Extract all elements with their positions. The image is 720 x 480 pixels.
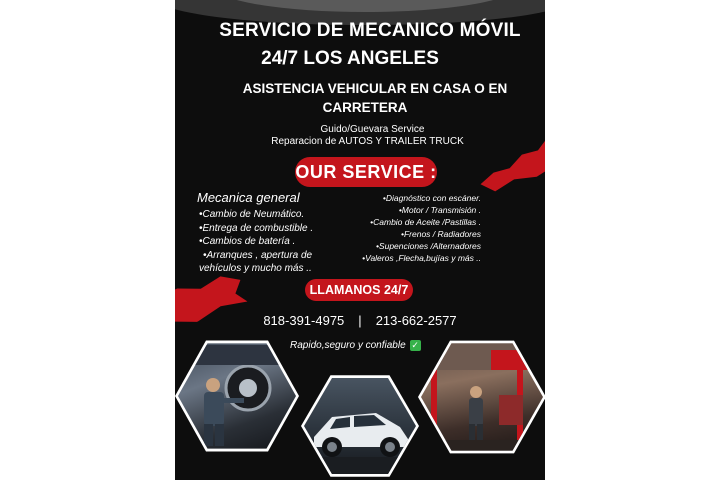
photo-hex-suv: [301, 372, 419, 480]
subtitle-line-1: ASISTENCIA VEHICULAR EN CASA O EN: [242, 81, 508, 96]
phone-number-2[interactable]: 213-662-2577: [375, 313, 457, 328]
garage-mechanic-photo: [421, 340, 543, 454]
mechanic-general-title: Mecanica general: [197, 190, 300, 205]
our-service-badge: OUR SERVICE :: [295, 157, 437, 187]
phone-separator: |: [358, 313, 362, 328]
check-mark-icon: ✓: [411, 340, 419, 350]
list-item: •Cambios de batería .: [199, 236, 296, 247]
list-item: •Cambio de Aceite /Pastillas .: [370, 217, 481, 227]
subtitle-line-2: CARRETERA: [322, 100, 408, 115]
company-name: Guido/Guevara Service: [320, 124, 425, 135]
list-item: •Cambio de Neumático.: [199, 209, 305, 220]
list-item: •Frenos / Radiadores: [401, 229, 481, 239]
repair-text: Reparacion de AUTOS Y TRAILER TRUCK: [271, 136, 464, 147]
list-item: vehículos y mucho más ..: [199, 263, 312, 274]
list-item: •Motor / Transmisión .: [398, 205, 481, 215]
mechanic-tire-photo: [178, 340, 296, 452]
list-item: •Supenciones /Alternadores: [375, 241, 481, 251]
list-item: •Diagnóstico con escáner.: [382, 193, 481, 203]
title-line-2: 24/7 LOS ANGELES: [261, 48, 439, 69]
right-service-list: [353, 192, 481, 264]
phone-number-1[interactable]: 818-391-4975: [263, 313, 345, 328]
flyer-poster: [175, 0, 545, 480]
list-item: •Valeros ,Flecha,bujías y más ..: [362, 253, 481, 263]
call-badge: LLAMANOS 24/7: [305, 279, 413, 301]
tagline: [290, 340, 421, 351]
photo-hex-mechanic-tire: [175, 337, 299, 455]
tagline-text: Rapido,seguro y confiable: [290, 340, 406, 352]
left-service-list: [199, 208, 313, 276]
photo-hex-garage: [418, 337, 545, 457]
list-item: •Arranques , apertura de: [203, 249, 313, 261]
title-line-1: SERVICIO DE MECANICO MÓVIL: [219, 20, 521, 41]
phone-numbers: [175, 313, 545, 328]
list-item: •Entrega de combustible .: [199, 222, 314, 234]
white-suv-photo: [304, 375, 416, 477]
